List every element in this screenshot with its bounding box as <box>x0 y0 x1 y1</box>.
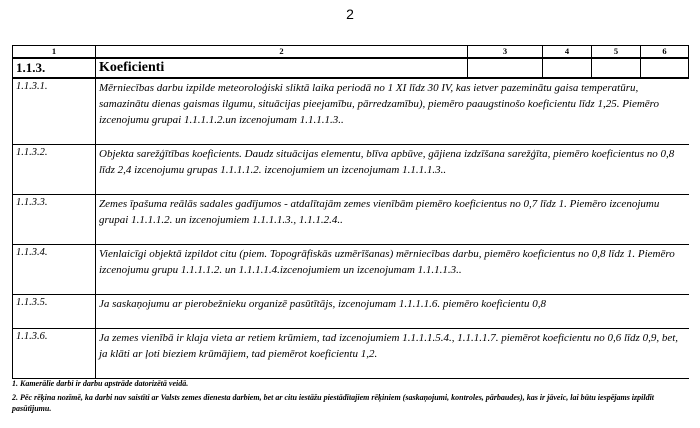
table-row <box>13 195 689 245</box>
column-number-2: 2 <box>96 46 468 59</box>
row-code: 1.1.3.2. <box>13 145 96 195</box>
row-description: Objekta sarežģītības koeficients. Daudz situācijas elementu, blīva apbūve, gājiena izdzīšana sarežģīta, piemēro koeficientus no 0,8 līdz 2,4 izcenojumu grupas 1.1.1.1.2. izcenojumiem un izcenojumam 1.1.1.1.3.. <box>96 145 689 195</box>
row-description: Vienlaicīgi objektā izpildot citu (piem. Topogrāfiskās uzmērīšanas) mērniecības darbu, piemēro koeficientus no 0,8 līdz 1. Piemēro izcenojumu grupu 1.1.1.1.2. un 1.1.1.1.4.izcenojumiem un izcenojumam 1.1.1.1.3.. <box>96 245 689 295</box>
section-code: 1.1.3. <box>13 58 96 78</box>
row-code: 1.1.3.6. <box>13 329 96 379</box>
column-number-5: 5 <box>592 46 641 59</box>
table-row <box>13 245 689 295</box>
table-row <box>13 78 689 145</box>
column-number-3: 3 <box>468 46 543 59</box>
footnotes <box>12 378 688 417</box>
coefficients-table <box>12 45 689 379</box>
footnote-2: 2. Pēc rēķina nozīmē, ka darbi nav saistīti ar Valsts zemes dienesta darbiem, bet ar citu iestāžu piestādītajiem rēķiniem (saskaņojumi, kontroles, pārbaudes), kas ir jāveic, lai būtu iespējams izpildīt pasūtījumu. <box>12 393 655 413</box>
empty-cell <box>592 58 641 78</box>
row-description: Ja saskaņojumu ar pierobežnieku organizē pasūtītājs, izcenojumam 1.1.1.1.6. piemēro koeficientu 0,8 <box>96 295 689 329</box>
column-number-4: 4 <box>543 46 592 59</box>
empty-cell <box>543 58 592 78</box>
page-number: 2 <box>346 6 354 22</box>
column-number-row <box>13 46 689 59</box>
row-code: 1.1.3.1. <box>13 78 96 145</box>
row-code: 1.1.3.4. <box>13 245 96 295</box>
column-number-6: 6 <box>641 46 689 59</box>
row-code: 1.1.3.5. <box>13 295 96 329</box>
section-row <box>13 58 689 78</box>
row-code: 1.1.3.3. <box>13 195 96 245</box>
column-number-1: 1 <box>13 46 96 59</box>
empty-cell <box>641 58 689 78</box>
empty-cell <box>468 58 543 78</box>
row-description: Mērniecības darbu izpilde meteoroloģiski sliktā laika periodā no 1 XI līdz 30 IV, kas ietver pazeminātu gaisa temperatūru, samazinātu dienas gaismas ilgumu, situācijas pieejamību, pārredzamību), piemēro paaugstinošo koeficientu līdz 1,25. Piemēro izcenojumu grupai 1.1.1.1.2.un izcenojumam 1.1.1.1.3.. <box>96 78 689 145</box>
table-row <box>13 329 689 379</box>
table-row <box>13 295 689 329</box>
row-description: Ja zemes vienībā ir klaja vieta ar retiem krūmiem, tad izcenojumiem 1.1.1.1.5.4., 1.1.1.1.7. piemērot koeficientu no 0,6 līdz 0,9, bet, ja klāti ar ļoti bieziem krūmājiem, tad piemērot koeficientu 1,2. <box>96 329 689 379</box>
row-description: Zemes īpašuma reālās sadales gadījumos - atdalītajām zemes vienībām piemēro koeficientus no 0,7 līdz 1. Piemēro izcenojumu grupai 1.1.1.1.2. un izcenojumiem 1.1.1.1.3., 1.1.1.2.4.. <box>96 195 689 245</box>
section-title: Koeficienti <box>96 58 468 78</box>
table-row <box>13 145 689 195</box>
footnote-1: 1. Kamerālie darbi ir darbu apstrāde datorizētā veidā. <box>12 379 189 388</box>
